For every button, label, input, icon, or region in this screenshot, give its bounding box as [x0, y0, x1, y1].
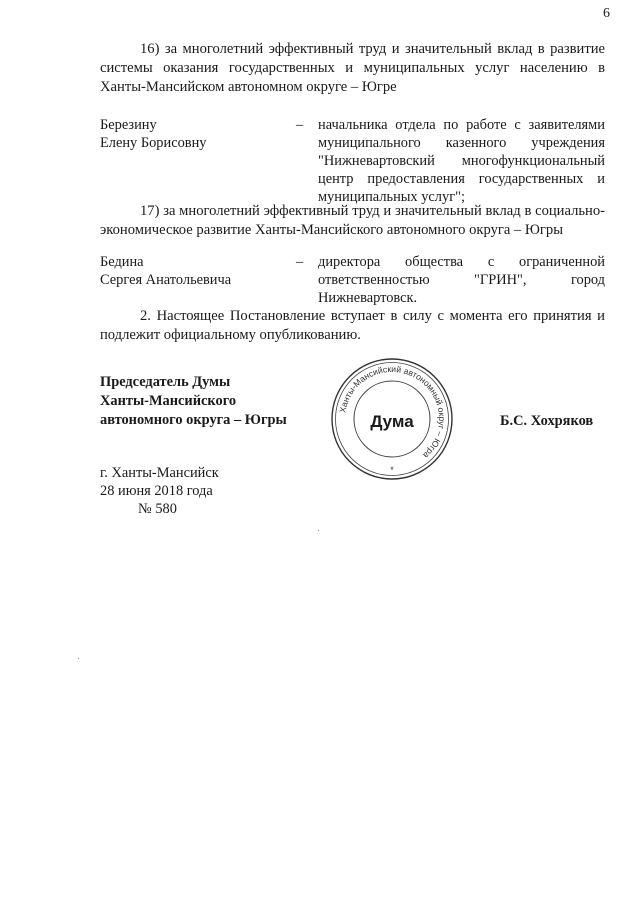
seal-ring-text: Ханты-Мансийский автономный округ – Югра	[337, 363, 448, 461]
signatory-title-line-3: автономного округа – Югры	[100, 412, 287, 428]
official-seal	[330, 357, 454, 481]
scan-speck	[318, 530, 319, 531]
awardee-2-dash: –	[296, 254, 304, 270]
seal-center-text: Дума	[370, 412, 414, 431]
awardee-1-surname: Березину	[100, 117, 157, 133]
clause-2	[100, 307, 605, 345]
awardee-1-name	[100, 116, 206, 152]
scan-speck	[78, 658, 79, 659]
city: г. Ханты-Мансийск	[100, 465, 219, 481]
clause-17	[100, 202, 605, 240]
document-number: № 580	[138, 501, 177, 517]
signatory-title-line-2: Ханты-Мансийского	[100, 393, 237, 409]
signatory-title-line-1: Председатель Думы	[100, 374, 231, 390]
awardee-1-dash: –	[296, 117, 304, 133]
clause-17-text: 17) за многолетний эффективный труд и значительный вклад в социально-экономическое развитие Ханты-Мансийского автономного округа – Югры	[100, 203, 605, 238]
signatory-title	[100, 373, 287, 430]
page-number: 6	[603, 6, 610, 21]
awardee-2-surname: Бедина	[100, 254, 144, 270]
awardee-2-given-names: Сергея Анатольевича	[100, 272, 232, 288]
date: 28 июня 2018 года	[100, 483, 213, 499]
awardee-2-position: директора общества с ограниченной ответственностью "ГРИН", город Нижневартовск.	[318, 254, 605, 306]
awardee-1-given-names: Елену Борисовну	[100, 135, 207, 151]
awardee-2-name	[100, 253, 231, 289]
awardee-1-position: начальника отдела по работе с заявителями муниципального казенного учреждения "Нижневартовский многофункциональный центр предоставления государственных и муниципальных услуг";	[318, 117, 605, 205]
clause-16	[100, 40, 605, 97]
seal-star: *	[390, 465, 394, 475]
place-and-date	[100, 464, 219, 518]
clause-2-text: 2. Настоящее Постановление вступает в силу с момента его принятия и подлежит официальному опубликованию.	[100, 308, 605, 343]
clause-16-text: 16) за многолетний эффективный труд и значительный вклад в развитие системы оказания государственных и муниципальных услуг населению в Ханты-Мансийском автономном округе – Югре	[100, 41, 605, 95]
signatory-name: Б.С. Хохряков	[500, 413, 594, 429]
